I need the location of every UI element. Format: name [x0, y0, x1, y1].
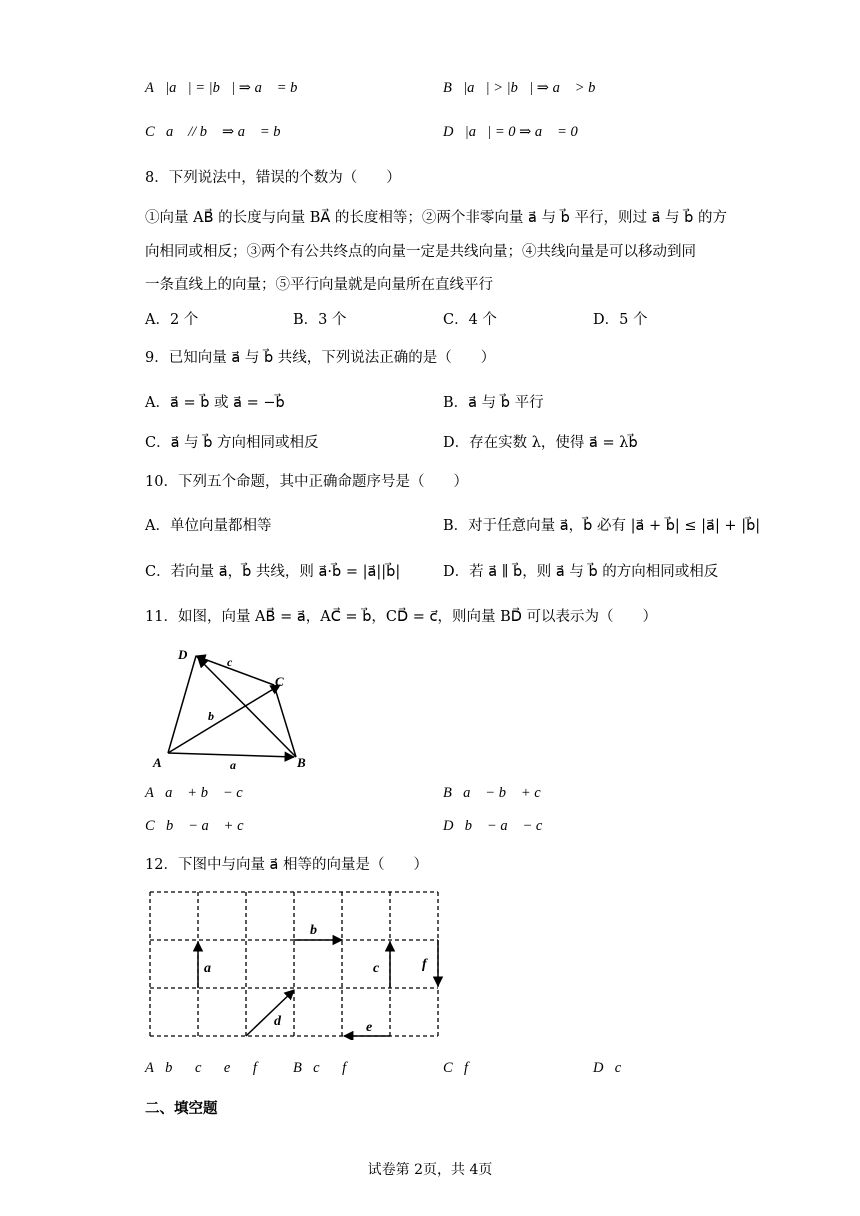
q8-body-line2: 向相同或相反；③两个有公共终点的向量一定是共线向量；④共线向量是可以移动到同 — [145, 244, 696, 260]
q12-option-a: A．b⃗，c⃗，e⃗，f⃗ — [145, 1060, 269, 1076]
label-vector-c: c — [373, 961, 380, 976]
q9-option-c: C．a⃗ 与 b⃗ 方向相同或相反 — [145, 435, 319, 451]
vector-ab — [168, 753, 294, 757]
q10-option-a: A．单位向量都相等 — [145, 518, 272, 534]
q10-option-c: C．若向量 a⃗，b⃗ 共线，则 a⃗·b⃗ = |a⃗||b⃗| — [145, 564, 401, 580]
q9-option-b: B．a⃗ 与 b⃗ 平行 — [443, 395, 544, 411]
q7-option-d: D．|a⃗| = 0 ⇒ a⃗ = 0⃗ — [443, 124, 590, 140]
q8-option-d: D．5 个 — [593, 312, 648, 328]
label-vector-b: b — [208, 709, 214, 723]
label-point-a: A — [153, 755, 162, 770]
q9-option-a: A．a⃗ = b⃗ 或 a⃗ = −b⃗ — [145, 395, 285, 411]
label-point-c: C — [275, 674, 284, 689]
q9-stem: 9．已知向量 a⃗ 与 b⃗ 共线，下列说法正确的是（ ） — [145, 350, 496, 366]
q11-option-a: A．a⃗ + b⃗ − c⃗ — [145, 785, 254, 801]
page-footer: 试卷第 2页，共 4页 — [367, 1162, 493, 1178]
q7-option-b: B．|a⃗| > |b⃗| ⇒ a⃗ > b⃗ — [443, 80, 607, 96]
q7-option-a: A．|a⃗| = |b⃗| ⇒ a⃗ = b⃗ — [145, 80, 309, 96]
label-vector-e: e — [366, 1020, 373, 1035]
q11-quadrilateral-figure — [150, 643, 320, 775]
section-title-fill-in: 二、填空题 — [145, 1101, 218, 1117]
dashed-grid — [150, 892, 438, 1036]
q8-option-b: B．3 个 — [293, 312, 347, 328]
q8-option-c: C．4 个 — [443, 312, 497, 328]
q11-option-d: D．b⃗ − a⃗ − c⃗ — [443, 818, 554, 834]
q12-option-d: D．c⃗ — [593, 1060, 633, 1076]
q9-option-d: D．存在实数 λ，使得 a⃗ = λb⃗ — [443, 435, 638, 451]
label-vector-b: b — [310, 923, 317, 938]
label-point-d: D — [178, 647, 188, 662]
vector-cd — [196, 656, 274, 685]
q7-option-c: C．a⃗ // b⃗ ⇒ a⃗ = b⃗ — [145, 124, 292, 140]
label-point-b: B — [297, 755, 306, 770]
label-vector-a: a — [204, 961, 211, 976]
label-vector-f: f — [422, 957, 427, 972]
q12-option-b: B．c⃗，f⃗ — [293, 1060, 358, 1076]
q10-option-b: B．对于任意向量 a⃗，b⃗ 必有 |a⃗ + b⃗| ≤ |a⃗| + |b⃗| — [443, 518, 761, 534]
q8-body-line1: ①向量 AB⃗ 的长度与向量 BA⃗ 的长度相等；②两个非零向量 a⃗ 与 b⃗ 平行，则过 a⃗ 与 b⃗ 的方 — [145, 210, 727, 226]
q10-stem: 10．下列五个命题，其中正确命题序号是（ ） — [145, 474, 468, 490]
q11-option-c: C．b⃗ − a⃗ + c⃗ — [145, 818, 255, 834]
q11-option-b: B．a⃗ − b⃗ + c⃗ — [443, 785, 552, 801]
q12-option-c: C．f⃗ — [443, 1060, 480, 1076]
q8-stem: 8．下列说法中，错误的个数为（ ） — [145, 170, 401, 186]
q8-option-a: A．2 个 — [145, 312, 199, 328]
label-vector-c: c — [227, 655, 233, 669]
label-vector-a: a — [230, 758, 236, 772]
q8-body-line3: 一条直线上的向量；⑤平行向量就是向量所在直线平行 — [145, 277, 493, 293]
q10-option-d: D．若 a⃗ ∥ b⃗，则 a⃗ 与 b⃗ 的方向相同或相反 — [443, 564, 719, 580]
q12-grid-figure — [146, 888, 444, 1040]
label-vector-d: d — [274, 1014, 281, 1029]
vector-d — [246, 990, 294, 1036]
q11-stem: 11．如图，向量 AB⃗ = a⃗，AC⃗ = b⃗，CD⃗ = c⃗，则向量 BD⃗ 可以表示为（ ） — [145, 609, 658, 625]
q12-stem: 12．下图中与向量 a⃗ 相等的向量是（ ） — [145, 857, 429, 873]
